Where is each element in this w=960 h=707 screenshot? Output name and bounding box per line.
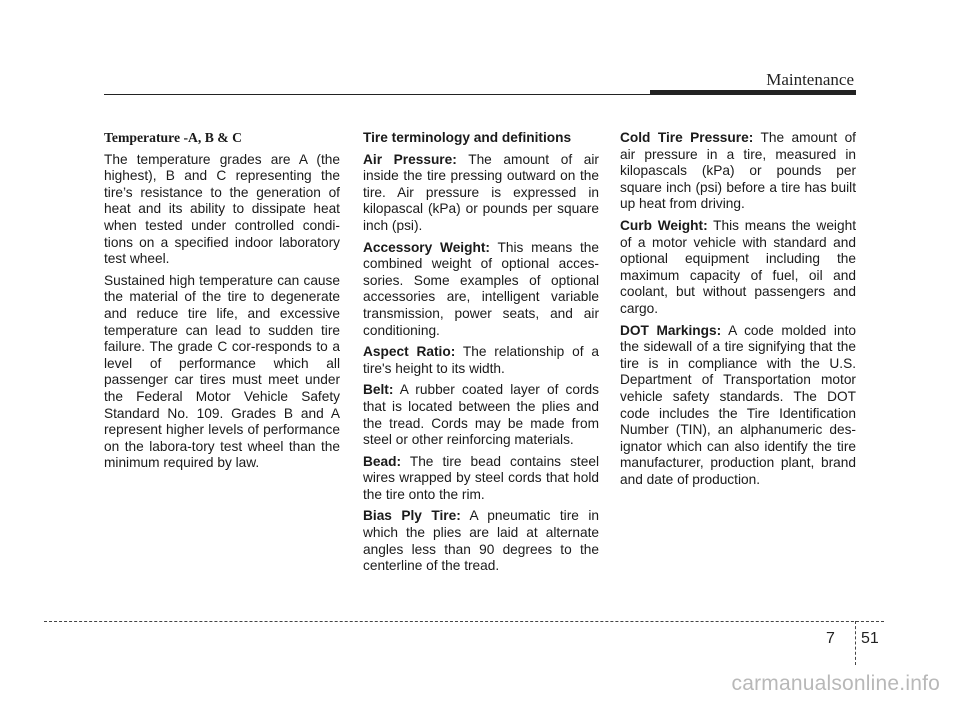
definition-text: The tire bead contains steel wires wrapped by steel cords that hold the tire onto the rim. <box>363 453 599 502</box>
definition-term: Air Pressure: <box>363 151 457 167</box>
definition-item <box>363 454 599 504</box>
definition-term: Bead: <box>363 453 402 469</box>
column-2 <box>363 130 599 580</box>
definition-text: This means the weight of a motor vehicle with standard and optional equipment including the maximum capacity of fuel, oil and coolant, but without passengers and cargo. <box>620 217 857 316</box>
definition-item <box>620 218 856 318</box>
definition-text: The amount of air pressure in a tire, measured in kilopascals (kPa) or pounds per square inch (psi) before a tire has built up heat from driving. <box>620 130 856 212</box>
page-number: 51 <box>861 630 879 647</box>
definition-term: Curb Weight: <box>620 217 708 233</box>
definition-text: A rubber coated layer of cords that is located between the plies and the tread. Cords may be made from steel or other reinforcing materials. <box>363 382 599 448</box>
column-1 <box>104 130 340 477</box>
definition-item <box>363 508 599 574</box>
definition-item <box>363 152 599 235</box>
definition-text: This means the combined weight of optional acces-sories. Some examples of optional accessories are, intelligent variable transmission, power seats, and air conditioning. <box>363 239 599 338</box>
column-3 <box>620 130 856 493</box>
definition-item <box>363 240 599 340</box>
definition-text: The amount of air inside the tire pressing outward on the tire. Air pressure is expressed in kilopascal (kPa) or pounds per square inch (psi). <box>363 151 599 233</box>
definition-text: A pneumatic tire in which the plies are laid at alternate angles less than 90 degrees to the centerline of the tread. <box>363 508 599 574</box>
definition-term: Bias Ply Tire: <box>363 508 461 524</box>
header-rule-thin <box>104 94 652 95</box>
definition-text: A code molded into the sidewall of a tire signifying that the tire is in compliance with the U.S. Department of Transportation motor vehicle safety standards. The DOT code includes the Tire Identification Number (TIN), an alphanumeric des-ignator which can also identify the tire manufacturer, production plant, brand and date of production. <box>620 322 856 487</box>
header-rule-thick <box>650 90 856 95</box>
chapter-number: 7 <box>826 630 835 647</box>
footer-vertical-rule <box>855 621 856 665</box>
definition-term: Cold Tire Pressure: <box>620 130 754 145</box>
definition-item <box>620 323 856 489</box>
definition-term: Aspect Ratio: <box>363 344 456 360</box>
definition-term: DOT Markings: <box>620 322 722 338</box>
definition-item <box>363 344 599 377</box>
definition-term: Accessory Weight: <box>363 239 490 255</box>
definition-term: Belt: <box>363 382 394 398</box>
definition-item <box>620 130 856 213</box>
paragraph: The temperature grades are A (the highest), B and C representing the tire’s resistance to the generation of heat and its ability to dissipate heat when tested under controlled condi-tions on a specified indoor laboratory test wheel. <box>104 151 340 267</box>
definition-item <box>363 382 599 448</box>
footer-dashed-rule <box>44 621 884 622</box>
terminology-heading: Tire terminology and definitions <box>363 130 572 145</box>
watermark: carmanualsonline.info <box>731 672 940 695</box>
temperature-heading: Temperature -A, B & C <box>104 130 242 145</box>
definition-text: The relationship of a tire's height to its width. <box>363 344 599 376</box>
paragraph: Sustained high temperature can cause the material of the tire to degenerate and reduce tire life, and excessive temperature can lead to sudden tire failure. The grade C cor-responds to a level of performance which all passenger car tires must meet under the Federal Motor Vehicle Safety Standard No. 109. Grades B and A represent higher levels of performance on the labora-tory test wheel than the minimum required by law. <box>104 272 340 471</box>
section-title: Maintenance <box>766 70 854 89</box>
